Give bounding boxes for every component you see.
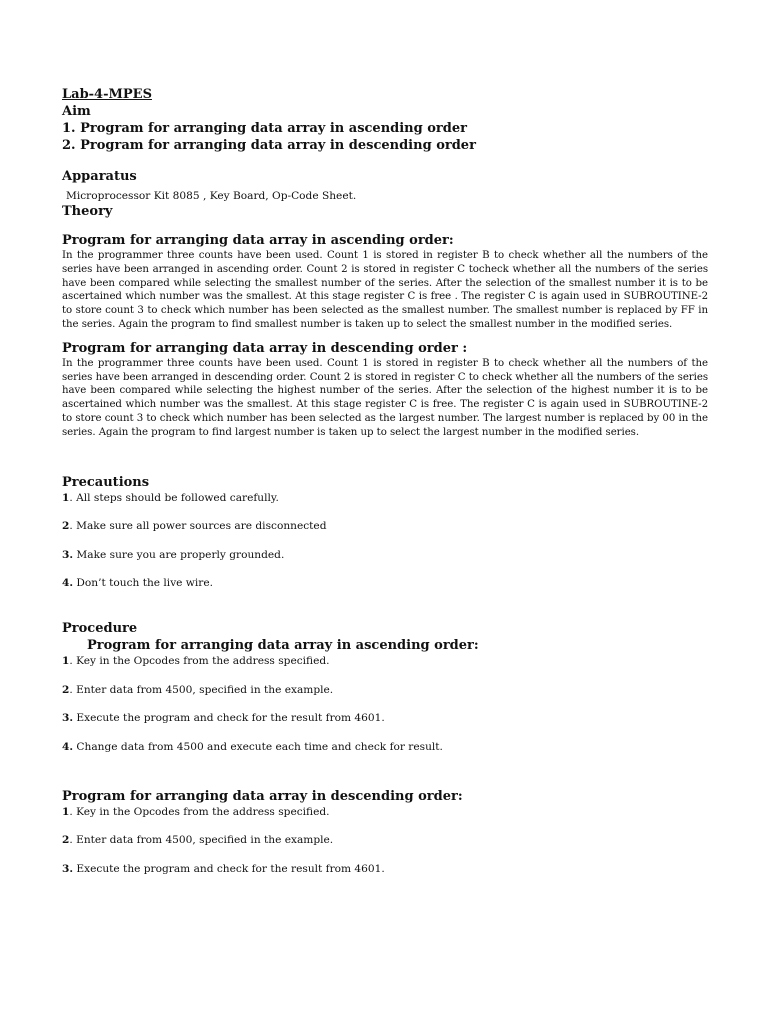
step-text: Execute the program and check for the result from 4601. <box>73 712 385 725</box>
theory-heading: Theory <box>62 204 113 219</box>
step-number: 4. <box>62 740 74 753</box>
precaution-item-4 <box>62 576 708 590</box>
step-number: 3. <box>62 862 74 875</box>
precaution-number: 2 <box>62 520 70 533</box>
procedure-descending-step-1 <box>62 805 708 819</box>
step-text: . Key in the Opcodes from the address specified. <box>69 655 330 668</box>
precaution-number: 3. <box>62 548 74 561</box>
apparatus-text: Microprocessor Kit 8085 , Key Board, Op-Code Sheet. <box>66 190 357 202</box>
aim-item-2: 2. Program for arranging data array in descending order <box>62 138 476 153</box>
procedure-ascending-step-1 <box>62 654 708 668</box>
step-number: 2 <box>62 683 70 696</box>
document-title: Lab-4-MPES <box>62 87 152 102</box>
step-number: 3. <box>62 712 74 725</box>
theory-ascending-text: In the programmer three counts have been used. Count 1 is stored in register B to check whether all the numbers of the series have been arranged in ascending order. Count 2 is stored in register C tocheck whether all the numbers of the series have been compared while selecting the smallest number of the series. After the selection of the smallest number it is to be ascertained which number was the smallest. At this stage register C is free . The register C is again used in SUBROUTINE-2 to store count 3 to check which number has been selected as the smallest number. The smallest number is replaced by FF in the series. Again the program to find smallest number is taken up to select the smallest number in the modified series. <box>62 250 708 330</box>
theory-ascending-heading: Program for arranging data array in ascending order: <box>62 233 454 248</box>
procedure-descending-step-2 <box>62 833 708 847</box>
procedure-ascending-step-2 <box>62 683 708 697</box>
precaution-number: 1 <box>62 491 70 504</box>
precaution-item-1 <box>62 491 708 505</box>
precaution-item-3 <box>62 548 708 562</box>
procedure-ascending-step-4 <box>62 740 708 754</box>
precautions-heading: Precautions <box>62 474 150 490</box>
precaution-text: Make sure you are properly grounded. <box>73 548 285 561</box>
theory-descending-text: In the programmer three counts have been used. Count 1 is stored in register B to check whether all the numbers of the series have been arranged in descending order. Count 2 is stored in register C to check whether all the numbers of the series have been compared while selecting the highest number of the series. After the selection of the highest number it is to be ascertained which number was the smallest. At this stage register C is free. The register C is again used in SUBROUTINE-2 to store count 3 to check which number has been selected as the largest number. The largest number is replaced by 00 in the series. Again the program to find largest number is taken up to select the largest number in the modified series. <box>62 357 708 438</box>
step-text: Change data from 4500 and execute each time and check for result. <box>73 740 443 753</box>
precaution-item-2 <box>62 519 708 533</box>
theory-descending-heading: Program for arranging data array in descending order : <box>62 340 468 356</box>
procedure-ascending-heading: Program for arranging data array in ascending order: <box>87 638 479 654</box>
precaution-text: . Make sure all power sources are disconnected <box>69 520 327 533</box>
document-page <box>62 86 708 876</box>
procedure-descending-step-3 <box>62 862 708 876</box>
procedure-heading: Procedure <box>62 621 138 637</box>
step-number: 2 <box>62 834 70 847</box>
precaution-number: 4. <box>62 577 74 590</box>
precaution-text: Don’t touch the live wire. <box>73 577 213 590</box>
aim-item-1: 1. Program for arranging data array in ascending order <box>62 121 467 136</box>
step-number: 1 <box>62 805 70 818</box>
step-text: . Enter data from 4500, specified in the example. <box>69 683 334 696</box>
precaution-text: . All steps should be followed carefully. <box>69 491 279 504</box>
procedure-ascending-step-3 <box>62 711 708 725</box>
step-number: 1 <box>62 655 70 668</box>
aim-heading: Aim <box>62 104 91 119</box>
step-text: . Key in the Opcodes from the address specified. <box>69 805 330 818</box>
step-text: Execute the program and check for the result from 4601. <box>73 862 385 875</box>
step-text: . Enter data from 4500, specified in the example. <box>69 834 334 847</box>
apparatus-heading: Apparatus <box>62 169 137 184</box>
procedure-descending-heading: Program for arranging data array in descending order: <box>62 788 463 804</box>
